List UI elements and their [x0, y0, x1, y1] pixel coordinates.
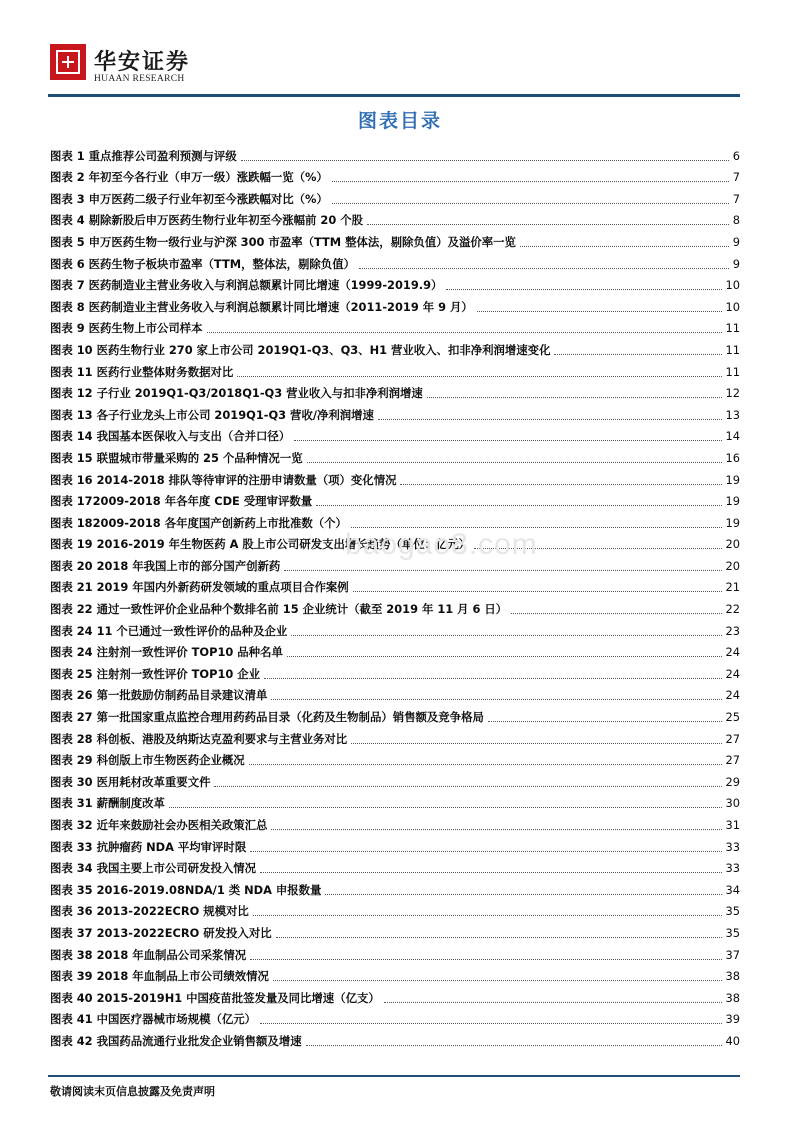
toc-entry-page: 12: [725, 386, 740, 401]
toc-entry-label: 图表 10 医药生物行业 270 家上市公司 2019Q1-Q3、Q3、H1 营业收入、扣非净利润增速变化: [50, 342, 551, 357]
toc-entry-label: 图表 182009-2018 各年度国产创新药上市批准数（个）: [50, 515, 347, 530]
toc-entry[interactable]: [50, 984, 740, 1006]
toc-entry[interactable]: [50, 164, 740, 186]
toc-entry-page: 19: [725, 472, 740, 487]
toc-leader-dots: [378, 419, 722, 420]
toc-leader-dots: [264, 678, 721, 679]
toc-entry-label: 图表 5 申万医药生物一级行业与沪深 300 市盈率（TTM 整体法，剔除负值）及溢价率一览: [50, 234, 516, 249]
toc-entry[interactable]: [50, 423, 740, 445]
toc-entry-page: 24: [725, 645, 740, 660]
toc-entry-page: 40: [725, 1033, 740, 1048]
brand-name-cn: 华安证券: [94, 49, 191, 75]
toc-entry-page: 34: [725, 882, 740, 897]
toc-entry-page: 22: [725, 602, 740, 617]
toc-leader-dots: [271, 699, 721, 700]
toc-entry-label: 图表 30 医用耗材改革重要文件: [50, 774, 211, 789]
toc-entry-label: 图表 35 2016-2019.08NDA/1 类 NDA 申报数量: [50, 882, 322, 897]
toc-entry-label: 图表 6 医药生物子板块市盈率（TTM，整体法，剔除负值）: [50, 256, 355, 271]
toc-leader-dots: [253, 915, 722, 916]
toc-entry-page: 7: [732, 170, 740, 185]
toc-title: 图表目录: [357, 110, 442, 132]
toc-entry-label: 图表 8 医药制造业主营业务收入与利润总额累计同比增速（2011-2019 年 9 月）: [50, 299, 473, 314]
toc-entry[interactable]: [50, 876, 740, 898]
toc-entry[interactable]: [50, 811, 740, 833]
toc-entry-page: 10: [725, 278, 740, 293]
toc-entry-page: 24: [725, 688, 740, 703]
toc-entry[interactable]: [50, 898, 740, 920]
toc-entry-label: 图表 12 子行业 2019Q1-Q3/2018Q1-Q3 营业收入与扣非净利润增速: [50, 386, 423, 401]
toc-leader-dots: [241, 160, 729, 161]
toc-leader-dots: [307, 462, 722, 463]
toc-entry-page: 37: [725, 947, 740, 962]
brand-name-en: HUAAN RESEARCH: [94, 74, 185, 84]
toc-entry-label: 图表 24 注射剂一致性评价 TOP10 品种名单: [50, 645, 283, 660]
toc-entry-page: 39: [725, 1012, 740, 1027]
toc-entry-page: 23: [725, 623, 740, 638]
toc-entry-page: 8: [732, 213, 740, 228]
toc-entry-label: 图表 15 联盟城市带量采购的 25 个品种情况一览: [50, 450, 303, 465]
toc-leader-dots: [260, 872, 721, 873]
toc-leader-dots: [359, 268, 729, 269]
toc-leader-dots: [276, 937, 722, 938]
toc-entry-label: 图表 24 11 个已通过一致性评价的品种及企业: [50, 623, 288, 638]
toc-entry[interactable]: [50, 272, 740, 294]
toc-leader-dots: [294, 440, 721, 441]
footer-divider: [48, 1075, 740, 1077]
toc-entry[interactable]: [50, 747, 740, 769]
toc-leader-dots: [511, 613, 721, 614]
toc-leader-dots: [384, 1002, 722, 1003]
toc-entry-label: 图表 9 医药生物上市公司样本: [50, 321, 203, 336]
toc-entry-page: 9: [732, 234, 740, 249]
toc-entry[interactable]: [50, 293, 740, 315]
toc-entry-label: 图表 25 注射剂一致性评价 TOP10 企业: [50, 666, 261, 681]
toc-entry-label: 图表 40 2015-2019H1 中国疫苗批签发量及同比增速（亿支）: [50, 990, 380, 1005]
company-logo-icon: [50, 44, 86, 80]
toc-entry-label: 图表 1 重点推荐公司盈利预测与评级: [50, 148, 237, 163]
toc-entry[interactable]: [50, 444, 740, 466]
toc-entry[interactable]: [50, 768, 740, 790]
toc-leader-dots: [427, 397, 722, 398]
toc-leader-dots: [353, 591, 722, 592]
toc-entry-label: 图表 22 通过一致性评价企业品种个数排名前 15 企业统计（截至 2019 年 11 月 6 日）: [50, 602, 508, 617]
toc-entry-label: 图表 28 科创板、港股及纳斯达克盈利要求与主营业务对比: [50, 731, 348, 746]
toc-leader-dots: [332, 181, 729, 182]
toc-entry-label: 图表 39 2018 年血制品上市公司绩效情况: [50, 969, 269, 984]
toc-entry-page: 20: [725, 558, 740, 573]
toc-entry-page: 35: [725, 925, 740, 940]
toc-entry-label: 图表 2 年初至今各行业（申万一级）涨跌幅一览（%）: [50, 170, 328, 185]
toc-entry-page: 33: [725, 861, 740, 876]
toc-entry-page: 25: [725, 710, 740, 725]
toc-leader-dots: [214, 786, 721, 787]
toc-entry[interactable]: [50, 919, 740, 941]
toc-entry-page: 13: [725, 407, 740, 422]
toc-entry-label: 图表 19 2016-2019 年生物医药 A 股上市公司研发支出增长趋势（单位：亿元）: [50, 537, 471, 552]
table-of-figures: [50, 142, 740, 1049]
toc-entry[interactable]: [50, 790, 740, 812]
toc-entry-label: 图表 33 抗肿瘤药 NDA 平均审评时限: [50, 839, 247, 854]
toc-entry-label: 图表 34 我国主要上市公司研发投入情况: [50, 861, 257, 876]
header-divider: [48, 94, 740, 97]
toc-leader-dots: [351, 743, 721, 744]
toc-entry[interactable]: [50, 315, 740, 337]
toc-entry-page: 38: [725, 969, 740, 984]
toc-leader-dots: [488, 721, 722, 722]
toc-leader-dots: [250, 959, 721, 960]
toc-leader-dots: [284, 570, 721, 571]
toc-entry-page: 7: [732, 191, 740, 206]
toc-leader-dots: [554, 354, 721, 355]
toc-entry-label: 图表 37 2013-2022ECRO 研发投入对比: [50, 925, 272, 940]
toc-entry[interactable]: [50, 1027, 740, 1049]
toc-leader-dots: [325, 894, 721, 895]
toc-entry[interactable]: [50, 488, 740, 510]
toc-entry-page: 35: [725, 904, 740, 919]
toc-entry-page: 29: [725, 774, 740, 789]
toc-entry-page: 11: [725, 342, 740, 357]
toc-entry-label: 图表 29 科创版上市生物医药企业概况: [50, 753, 245, 768]
toc-leader-dots: [249, 764, 722, 765]
toc-entry-page: 21: [725, 580, 740, 595]
toc-entry-page: 33: [725, 839, 740, 854]
toc-leader-dots: [169, 807, 722, 808]
toc-entry[interactable]: [50, 1006, 740, 1028]
toc-leader-dots: [446, 289, 721, 290]
toc-entry[interactable]: [50, 228, 740, 250]
toc-entry[interactable]: [50, 466, 740, 488]
toc-entry-page: 6: [732, 148, 740, 163]
toc-entry-label: 图表 172009-2018 年各年度 CDE 受理审评数量: [50, 494, 313, 509]
toc-leader-dots: [520, 246, 729, 247]
toc-entry-page: 24: [725, 666, 740, 681]
toc-entry-label: 图表 32 近年来鼓励社会办医相关政策汇总: [50, 818, 268, 832]
toc-entry-page: 20: [725, 537, 740, 552]
toc-entry[interactable]: [50, 574, 740, 596]
toc-entry-page: 31: [725, 818, 740, 832]
toc-entry[interactable]: [50, 358, 740, 380]
toc-entry[interactable]: [50, 725, 740, 747]
toc-entry-label: 图表 38 2018 年血制品公司采浆情况: [50, 947, 247, 962]
toc-leader-dots: [332, 203, 729, 204]
toc-entry[interactable]: [50, 639, 740, 661]
toc-entry-page: 27: [725, 753, 740, 768]
toc-entry[interactable]: [50, 380, 740, 402]
toc-entry[interactable]: [50, 142, 740, 164]
toc-entry-label: 图表 41 中国医疗器械市场规模（亿元）: [50, 1012, 257, 1027]
toc-leader-dots: [477, 311, 722, 312]
watermark: baogao8.com: [345, 528, 538, 561]
toc-entry-page: 16: [725, 450, 740, 465]
toc-entry[interactable]: [50, 682, 740, 704]
toc-leader-dots: [273, 980, 722, 981]
toc-leader-dots: [237, 376, 721, 377]
toc-entry[interactable]: [50, 660, 740, 682]
toc-entry-label: 图表 26 第一批鼓励仿制药品目录建议清单: [50, 688, 268, 703]
toc-entry[interactable]: [50, 185, 740, 207]
toc-entry-label: 图表 7 医药制造业主营业务收入与利润总额累计同比增速（1999-2019.9）: [50, 278, 443, 293]
toc-entry[interactable]: [50, 207, 740, 229]
toc-entry[interactable]: [50, 963, 740, 985]
toc-leader-dots: [250, 851, 721, 852]
toc-entry[interactable]: [50, 833, 740, 855]
toc-leader-dots: [367, 224, 729, 225]
toc-entry[interactable]: [50, 401, 740, 423]
toc-leader-dots: [271, 829, 721, 830]
toc-entry[interactable]: [50, 250, 740, 272]
toc-entry-label: 图表 20 2018 年我国上市的部分国产创新药: [50, 558, 281, 573]
toc-leader-dots: [291, 635, 721, 636]
toc-entry[interactable]: [50, 703, 740, 725]
toc-entry-page: 11: [725, 321, 740, 336]
toc-leader-dots: [207, 332, 722, 333]
toc-entry-page: 19: [725, 515, 740, 530]
toc-entry-page: 38: [725, 990, 740, 1005]
toc-entry-page: 14: [725, 429, 740, 444]
toc-entry-page: 27: [725, 731, 740, 746]
toc-entry-label: 图表 31 薪酬制度改革: [50, 796, 165, 811]
toc-entry-label: 图表 36 2013-2022ECRO 规模对比: [50, 904, 249, 919]
toc-entry-page: 9: [732, 256, 740, 271]
toc-entry-page: 19: [725, 494, 740, 509]
toc-leader-dots: [260, 1023, 721, 1024]
toc-entry-label: 图表 21 2019 年国内外新药研发领域的重点项目合作案例: [50, 580, 349, 595]
toc-entry[interactable]: [50, 617, 740, 639]
toc-leader-dots: [306, 1045, 722, 1046]
toc-leader-dots: [316, 505, 721, 506]
toc-entry-label: 图表 13 各子行业龙头上市公司 2019Q1-Q3 营收/净利润增速: [50, 407, 374, 422]
toc-entry-label: 图表 42 我国药品流通行业批发企业销售额及增速: [50, 1033, 302, 1048]
toc-entry-label: 图表 16 2014-2018 排队等待审评的注册申请数量（项）变化情况: [50, 472, 397, 487]
toc-entry-label: 图表 4 剔除新股后申万医药生物行业年初至今涨幅前 20 个股: [50, 213, 364, 228]
toc-entry-page: 11: [725, 364, 740, 379]
toc-entry-page: 10: [725, 299, 740, 314]
toc-entry-label: 图表 11 医药行业整体财务数据对比: [50, 364, 234, 379]
toc-entry[interactable]: [50, 595, 740, 617]
toc-leader-dots: [287, 656, 722, 657]
toc-entry[interactable]: [50, 941, 740, 963]
disclaimer-footer: 敬请阅读末页信息披露及免责声明: [50, 1085, 215, 1098]
toc-entry[interactable]: [50, 855, 740, 877]
toc-entry-page: 30: [725, 796, 740, 811]
toc-entry-label: 图表 27 第一批国家重点监控合理用药药品目录（化药及生物制品）销售额及竞争格局: [50, 710, 484, 725]
toc-entry-label: 图表 3 申万医药二级子行业年初至今涨跌幅对比（%）: [50, 191, 328, 206]
toc-entry-label: 图表 14 我国基本医保收入与支出（合并口径）: [50, 429, 291, 444]
toc-leader-dots: [400, 484, 721, 485]
toc-entry[interactable]: [50, 336, 740, 358]
